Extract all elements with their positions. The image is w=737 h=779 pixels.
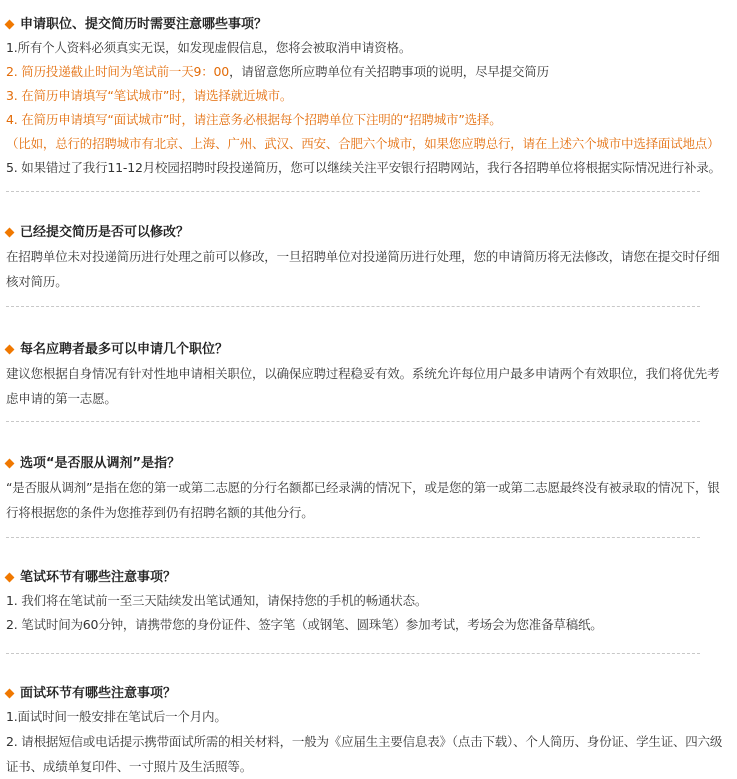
orange-diamond-icon (5, 345, 15, 355)
faq-item-adjustment (0, 453, 737, 525)
faq-question (0, 683, 737, 705)
faq-question-text: 申请职位、提交简历时需要注意哪些事项？ (20, 17, 268, 32)
faq-answer-line: 4. 在简历申请填写“面试城市”时，请注意务必根据每个招聘单位下注明的“招聘城市”选择。 (6, 112, 502, 127)
divider (6, 421, 700, 422)
divider (6, 191, 700, 192)
faq-answer-paragraph: 在招聘单位未对投递简历进行处理之前可以修改，一旦招聘单位对投递简历进行处理，您的申请简历将无法修改，请您在提交时仔细核对简历。 (6, 249, 720, 289)
faq-question (0, 567, 737, 589)
faq-question-text: 笔试环节有哪些注意事项？ (20, 570, 177, 585)
faq-question-text: 每名应聘者最多可以申请几个职位？ (20, 342, 229, 357)
faq-item-written-test (0, 567, 737, 637)
faq-answer-paragraph: 2. 请根据短信或电话提示携带面试所需的相关材料，一般为《应届生主要信息表》（点击下载）、个人简历、身份证、学生证、四六级证书、成绩单复印件、一寸照片及生活照等。 (6, 734, 723, 774)
faq-answer-line: 2. 笔试时间为60分钟，请携带您的身份证件、签字笔（或钢笔、圆珠笔）参加考试，考场会为您准备草稿纸。 (6, 617, 603, 632)
faq-answer-line: （比如，总行的招聘城市有北京、上海、广州、武汉、西安、合肥六个城市，如果您应聘总行，请在上述六个城市中选择面试地点） (6, 136, 720, 151)
faq-question (0, 453, 737, 475)
faq-answer-line (0, 60, 737, 84)
faq-question-text: 已经提交简历是否可以修改？ (20, 225, 190, 240)
orange-diamond-icon (5, 689, 15, 699)
faq-question-text: 面试环节有哪些注意事项？ (20, 686, 177, 701)
orange-diamond-icon (5, 459, 15, 469)
faq-answer-line: 5. 如果错过了我行11-12月校园招聘时段投递简历，您可以继续关注平安银行招聘网站，我行各招聘单位将根据实际情况进行补录。 (6, 160, 721, 175)
faq-answer-paragraph: “是否服从调剂”是指在您的第一或第二志愿的分行名额都已经录满的情况下，或是您的第一或第二志愿最终没有被录取的情况下，银行将根据您的条件为您推荐到仍有招聘名额的其他分行。 (6, 480, 720, 520)
divider (6, 537, 700, 538)
divider (6, 653, 700, 654)
faq-answer-line: 1. 我们将在笔试前一至三天陆续发出笔试通知，请保持您的手机的畅通状态。 (6, 593, 428, 608)
faq-answer-line: 1.面试时间一般安排在笔试后一个月内。 (6, 709, 227, 724)
faq-item-application-notes (0, 14, 737, 180)
faq-item-edit-resume (0, 222, 737, 294)
faq-answer-paragraph: 建议您根据自身情况有针对性地申请相关职位，以确保应聘过程稳妥有效。系统允许每位用户最多申请两个有效职位，我们将优先考虑申请的第一志愿。 (6, 366, 720, 406)
faq-question (0, 222, 737, 244)
orange-diamond-icon (5, 20, 15, 30)
faq-item-interview (0, 683, 737, 779)
faq-answer-line: 1.所有个人资料必须真实无误，如发现虚假信息，您将会被取消申请资格。 (6, 40, 412, 55)
orange-diamond-icon (5, 573, 15, 583)
faq-question-text: 选项“是否服从调剂”是指？ (20, 456, 181, 471)
faq-item-max-positions (0, 339, 737, 411)
highlighted-text: 2. 简历投递截止时间为笔试前一天9：00 (6, 64, 230, 79)
faq-question (0, 14, 737, 36)
orange-diamond-icon (5, 228, 15, 238)
faq-answer-line: 3. 在简历申请填写“笔试城市”时，请选择就近城市。 (6, 88, 293, 103)
divider (6, 306, 700, 307)
faq-question (0, 339, 737, 361)
plain-text: ，请留意您所应聘单位有关招聘事项的说明，尽早提交简历 (229, 64, 549, 79)
